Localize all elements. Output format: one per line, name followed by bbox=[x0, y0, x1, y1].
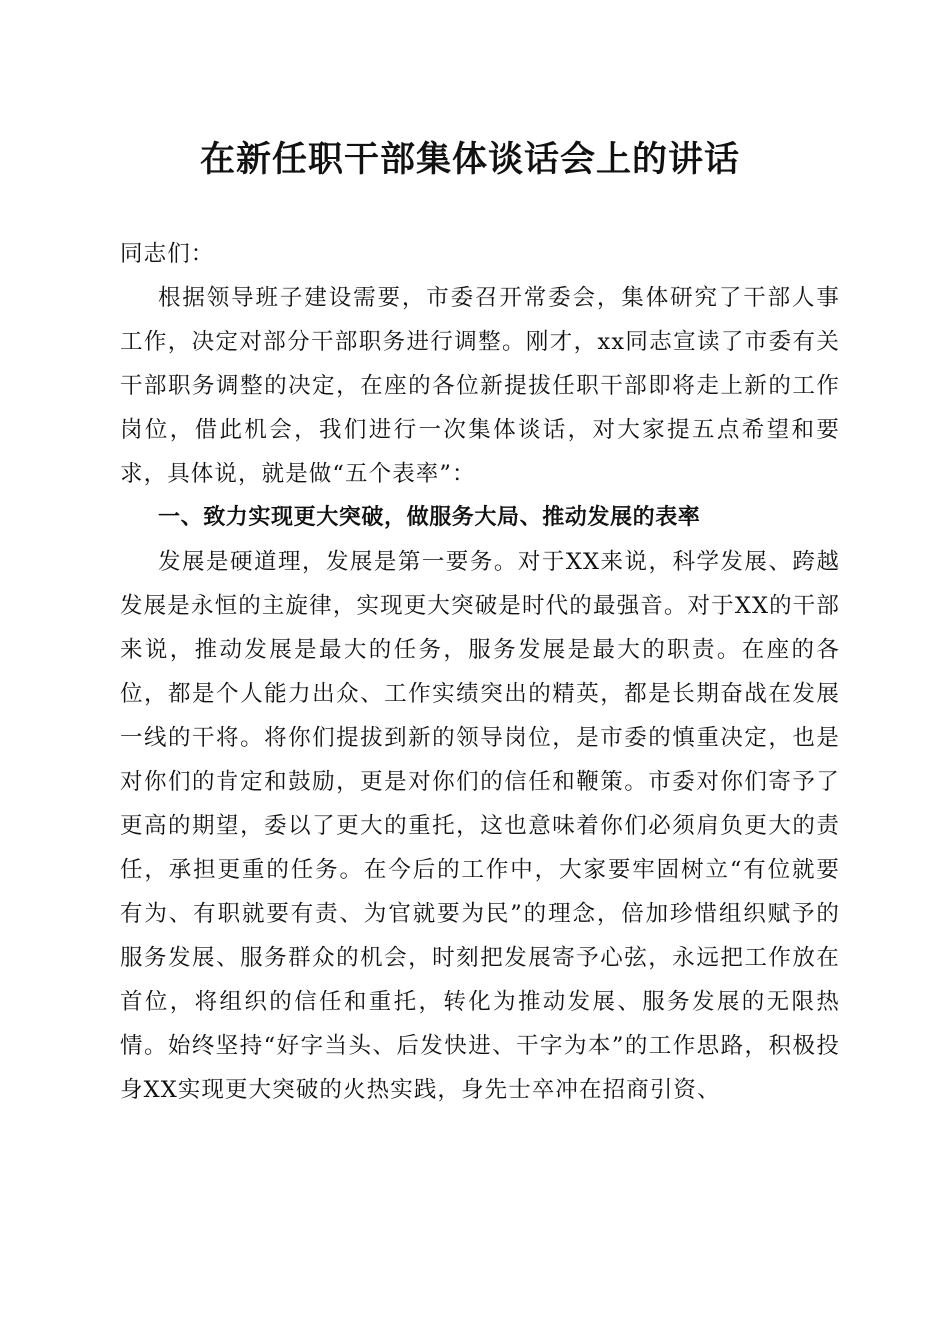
section-1-paragraph: 发展是硬道理，发展是第一要务。对于XX来说，科学发展、跨越发展是永恒的主旋律，实现更大突破是时代的最强音。对于XX的干部来说，推动发展是最大的任务，服务发展是最大的职责。在座的各位，都是个人能力出众、工作实绩突出的精英，都是长期奋战在发展一线的干将。将你们提拔到新的领导岗位，是市委的慎重决定，也是对你们的肯定和鼓励，更是对你们的信任和鞭策。市委对你们寄予了更高的期望，委以了更大的重托，这也意味着你们必须肩负更大的责任，承担更重的任务。在今后的工作中，大家要牢固树立“有位就要有为、有职就要有责、为官就要为民”的理念，倍加珍惜组织赋予的服务发展、服务群众的机会，时刻把发展寄予心弦，永远把工作放在首位，将组织的信任和重托，转化为推动发展、服务发展的无限热情。始终坚持“好字当头、后发快进、干字为本”的工作思路，积极投身XX实现更大突破的火热实践，身先士卒冲在招商引资、 bbox=[120, 549, 840, 1103]
document-body bbox=[120, 232, 840, 1112]
document-title: 在新任职干部集体谈话会上的讲话 bbox=[199, 139, 740, 180]
section-1-heading: 一、致力实现更大突破，做服务大局、推动发展的表率 bbox=[158, 505, 701, 530]
intro-paragraph: 根据领导班子建设需要，市委召开常委会，集体研究了干部人事工作，决定对部分干部职务进行调整。刚才，xx同志宣读了市委有关干部职务调整的决定，在座的各位新提拔任职干部即将走上新的工作岗位，借此机会，我们进行一次集体谈话，对大家提五点希望和要求，具体说，就是做“五个表率”： bbox=[120, 285, 840, 487]
salutation: 同志们： bbox=[120, 241, 215, 267]
